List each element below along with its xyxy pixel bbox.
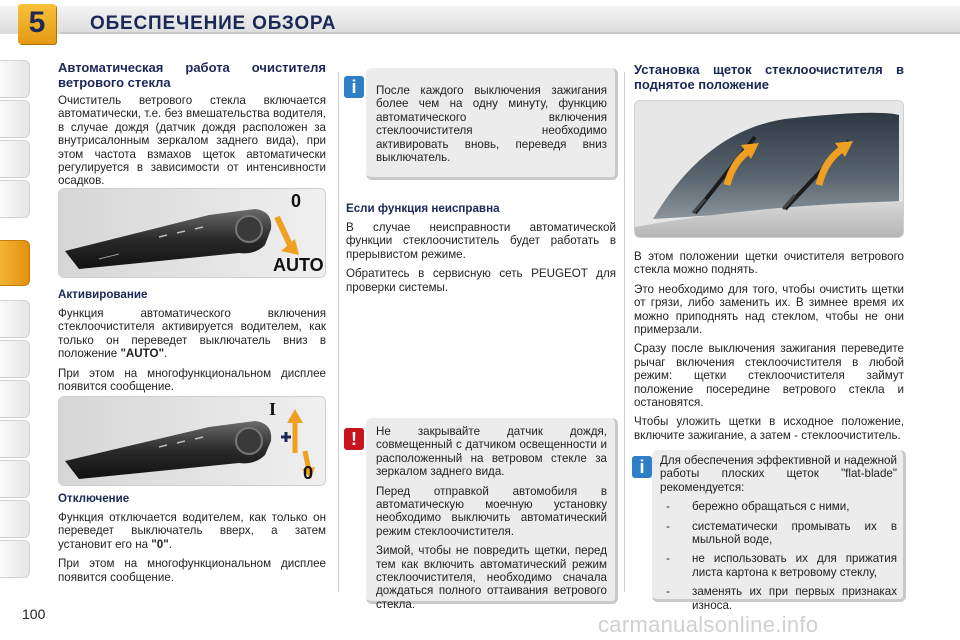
column-divider-left: [338, 72, 339, 592]
chapter-tab-1[interactable]: [0, 60, 30, 98]
malfunction-section: [346, 202, 616, 300]
chapter-tab-4[interactable]: [0, 180, 30, 218]
list-item: - бережно обращаться с ними,: [660, 500, 897, 513]
raised-position-text-2: Это необходимо для того, чтобы очистить щетки от грязи, либо заменить их. В зимнее время их можно приподнять над стеклом, чтобы не они примерзали.: [634, 282, 904, 337]
chapter-tab-11[interactable]: [0, 500, 30, 538]
position-0-off-label: 0: [303, 463, 314, 483]
deactivation-text: [58, 511, 326, 551]
raised-position-text-1: В этом положении щетки очистителя ветрового стекла можно поднять.: [634, 250, 904, 277]
chapter-tab-7[interactable]: [0, 340, 30, 378]
malfunction-text: В случае неисправности автоматической функции стеклоочиститель будет работать в прерывистом режиме.: [346, 221, 616, 261]
position-auto-label: AUTO: [273, 255, 324, 275]
list-item: - систематически промывать их в мыльной воде,: [660, 520, 897, 547]
list-item: - не использовать их для прижатия листа картона к ветровому стеклу,: [660, 552, 897, 579]
rain-sensor-warning-box: [366, 418, 618, 611]
stalk-down-auto-illustration: [58, 188, 326, 278]
flat-blade-tip-list: [660, 500, 897, 612]
activation-section: [58, 288, 326, 399]
flat-blade-tip-intro: Для обеспечения эффективной и надежной работы плоских щеток "flat-blade" рекомендуется:: [660, 454, 897, 494]
car-wash-warning-text: Перед отправкой автомобиля в автоматическую моечную установку необходимо выключить автоматический режим стеклоочистителя.: [376, 484, 607, 538]
warning-icon: !: [344, 428, 364, 450]
chapter-tab-2[interactable]: [0, 100, 30, 138]
raised-position-title: Установка щеток стеклоочистителя в поднятое положение: [634, 62, 904, 92]
reactivation-info-box: [366, 68, 618, 180]
page-number: 100: [22, 606, 46, 622]
chapter-badge: [18, 4, 56, 44]
raised-position-text-4: Чтобы уложить щетки в исходное положение, включите зажигание, а затем - стеклоочиститель.: [634, 415, 904, 442]
column-divider-right: [624, 72, 625, 592]
chapter-tab-9[interactable]: [0, 420, 30, 458]
windscreen-wipers-illustration: [634, 100, 904, 238]
windscreen-wipers-drawing: [635, 101, 904, 238]
auto-wipe-intro: [58, 60, 326, 194]
activation-title: Активирование: [58, 288, 148, 301]
activation-text-part: Функция автоматического включения стеклоочистителя активируется водителем, как только он переведет выключатель вниз в положение: [58, 307, 326, 361]
chapter-tab-12[interactable]: [0, 540, 30, 578]
activation-text-end: .: [164, 347, 168, 361]
auto-wipe-title: Автоматическая работа очистителя ветрового стекла: [58, 60, 326, 90]
position-0-label: 0: [291, 191, 302, 211]
auto-wipe-intro-text: Очиститель ветрового стекла включается автоматически, т.е. без вмешательства водителя, в случае дождя (датчик дождя расположен за внутрисалонным зеркалом заднего вида), при этом частота взмахов щеток автоматически регулируется в зависимости от интенсивности осадков.: [58, 94, 326, 188]
raised-position-section: [634, 250, 904, 448]
activation-message-text: При этом на многофункциональном дисплее появится сообщение.: [58, 366, 326, 394]
raised-position-heading: [634, 62, 904, 96]
sensor-warning-text: Не закрывайте датчик дождя, совмещенный с датчиком освещенности и расположенный на ветровом стекле за зеркалом заднего вида.: [376, 425, 607, 479]
deactivation-message-text: При этом на многофункциональном дисплее появится сообщение.: [58, 557, 326, 584]
malfunction-title: Если функция неисправна: [346, 202, 500, 215]
chapter-tab-8[interactable]: [0, 380, 30, 418]
service-network-text: Обратитесь в сервисную сеть PEUGEOT для проверки системы.: [346, 267, 616, 294]
page-header: [0, 0, 960, 44]
list-item: - заменять их при первых признаках износа.: [660, 585, 897, 612]
tip-info-icon: i: [632, 456, 652, 478]
chapter-tab-10[interactable]: [0, 460, 30, 498]
chapter-tab-3[interactable]: [0, 140, 30, 178]
stalk-up-off-illustration: [58, 396, 326, 486]
off-position-value: "0": [151, 537, 169, 551]
reactivation-info-text: После каждого выключения зажигания более чем на одну минуту, функцию автоматического включения стеклоочистителя необходимо активировать вновь, переведя вниз выключатель.: [376, 84, 607, 165]
deactivation-section: [58, 492, 326, 590]
position-i-label: I: [269, 399, 277, 419]
wiper-stalk-off-drawing: [59, 397, 326, 486]
page-title: ОБЕСПЕЧЕНИЕ ОБЗОРА: [90, 13, 337, 34]
deactivation-text-part: Функция отключается водителем, как только он переведет выключатель вверх, а затем установит его на: [58, 511, 326, 551]
chapter-number: 5: [28, 6, 46, 39]
winter-warning-text: Зимой, чтобы не повредить щетки, перед тем как включить автоматический режим стеклоочистителя, необходимо сначала дождаться полного оттаивания ветрового стекла.: [376, 544, 607, 611]
flat-blade-tip-box: [652, 450, 906, 612]
deactivation-text-end: .: [168, 537, 172, 551]
raised-position-text-3: Сразу после выключения зажигания переведите рычаг включения стеклоочистителя в любой режим: щетки стеклоочистителя займут положение посередине ветрового стекла и остановятся.: [634, 342, 904, 410]
site-watermark: carmanualsonline.info: [598, 612, 819, 637]
info-icon: i: [344, 76, 364, 98]
deactivation-title: Отключение: [58, 492, 130, 505]
chapter-tab-5-active[interactable]: [0, 240, 30, 286]
activation-text: [58, 307, 326, 361]
auto-position-value: "AUTO": [120, 347, 165, 361]
chapter-tab-6[interactable]: [0, 300, 30, 338]
